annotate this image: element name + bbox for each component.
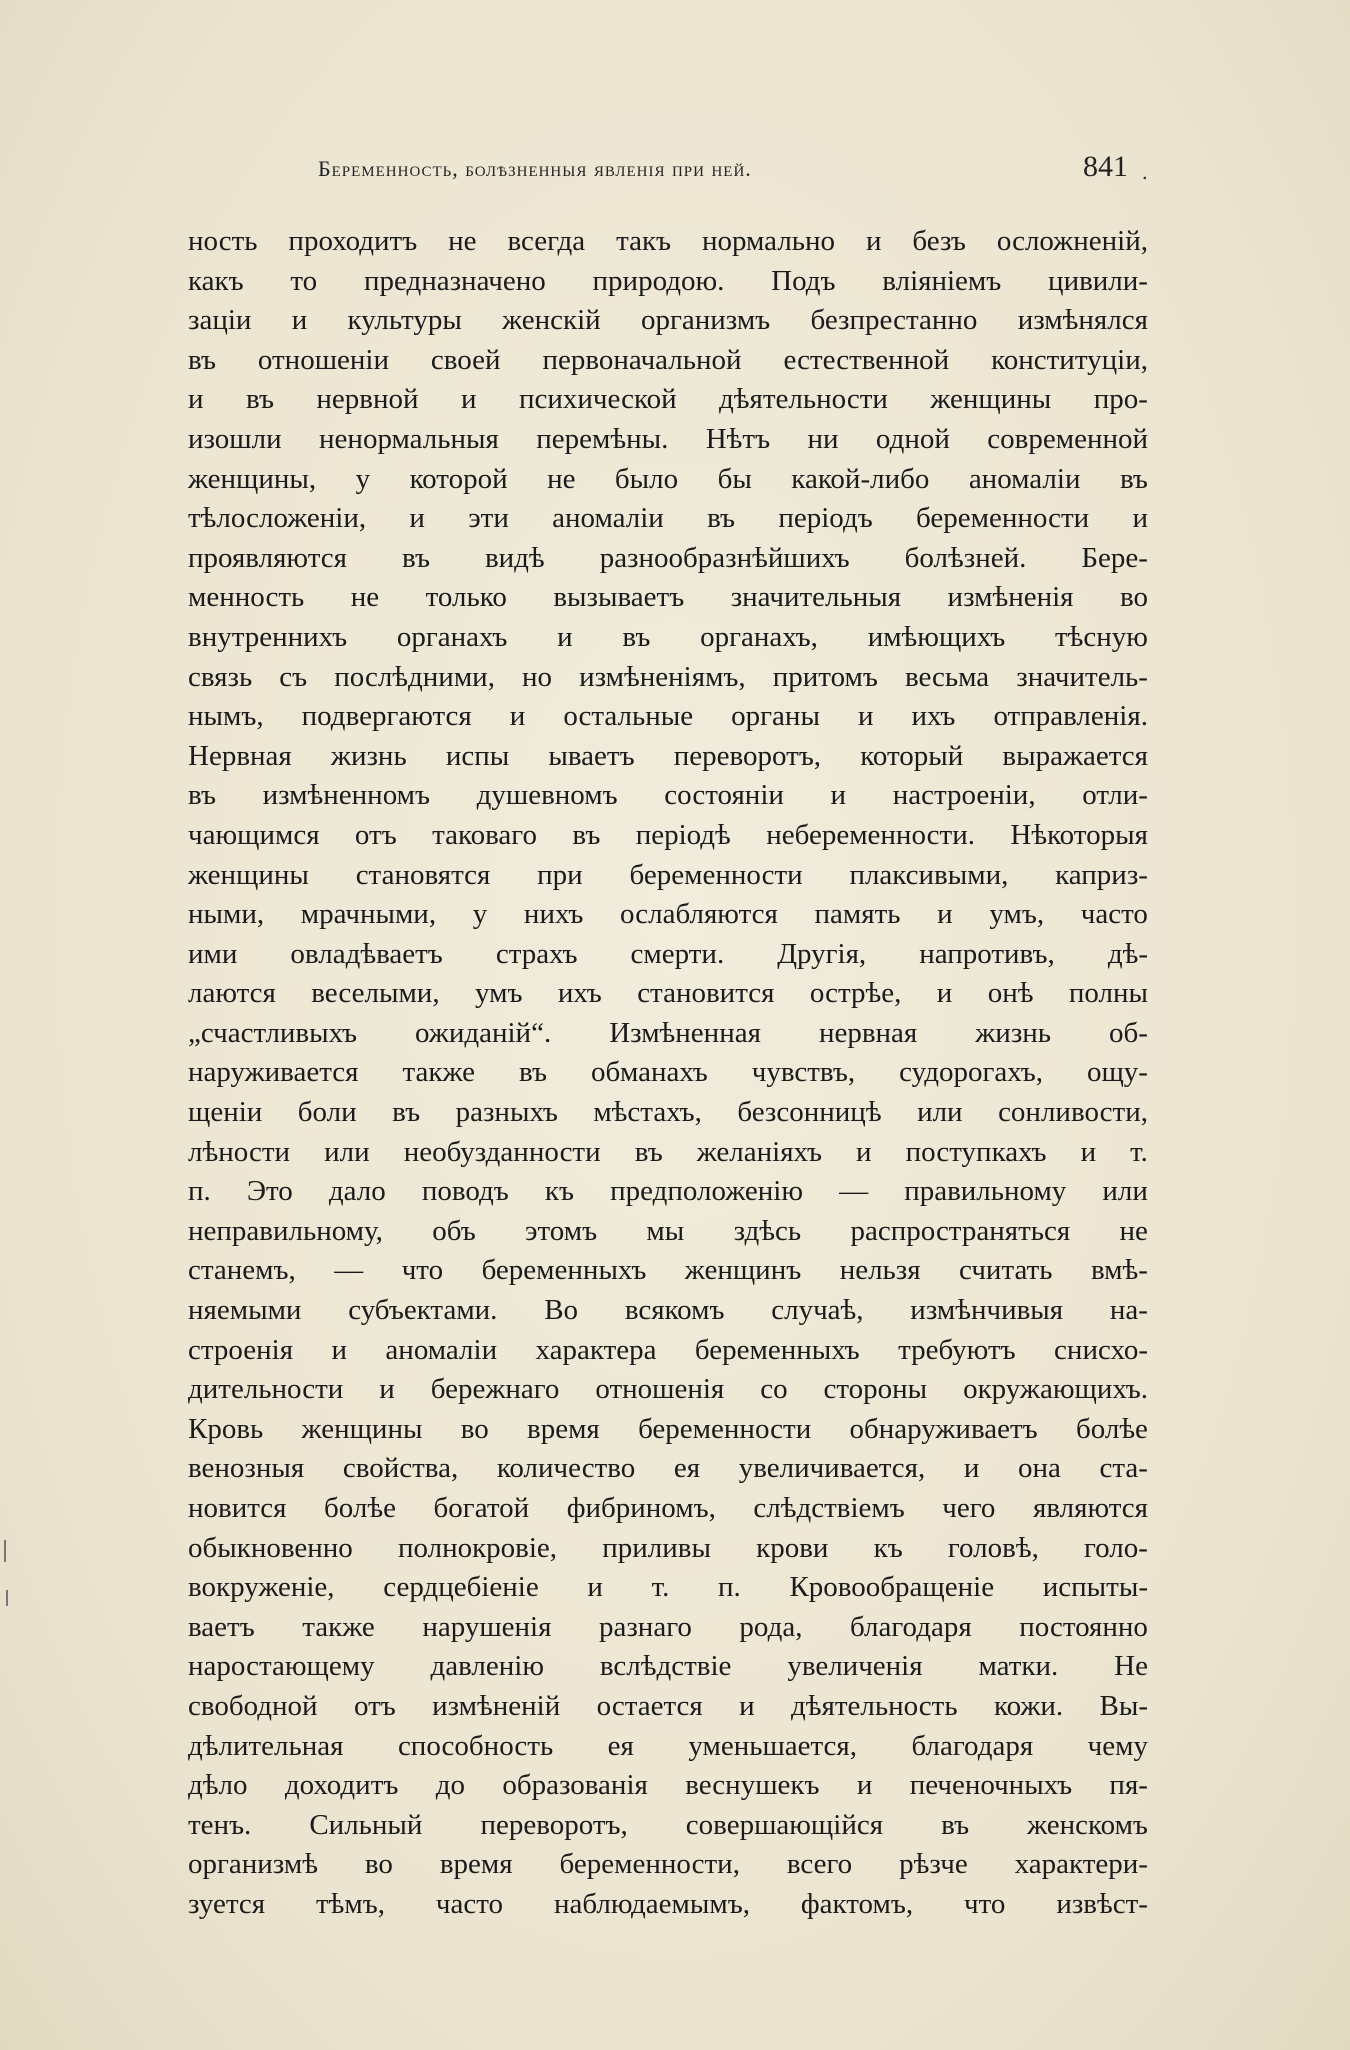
text-line: наруживается также въ обманахъ чувствъ, судорогахъ, ощу- (188, 1056, 1148, 1089)
text-line: въ измѣненномъ душевномъ состояніи и настроеніи, отли- (188, 779, 1148, 812)
text-line: ными, мрачными, у нихъ ослабляются память и умъ, часто (188, 898, 1148, 931)
text-line: внутреннихъ органахъ и въ органахъ, имѣющихъ тѣсную (188, 620, 1148, 653)
text-line: проявляются въ видѣ разнообразнѣйшихъ болѣзней. Бере- (188, 541, 1148, 574)
text-line: связь съ послѣдними, но измѣненіямъ, притомъ весьма значитель- (188, 660, 1148, 693)
text-line: лаются веселыми, умъ ихъ становится острѣе, и онѣ полны (188, 977, 1148, 1010)
text-line: изошли ненормальныя перемѣны. Нѣтъ ни одной современной (188, 422, 1148, 455)
text-line: ность проходитъ не всегда такъ нормально и безъ осложненій, (188, 225, 1148, 257)
text-line: дѣлительная способность ея уменьшается, благодаря чему (188, 1729, 1148, 1762)
text-line: въ отношеніи своей первоначальной естественной конституціи, (188, 343, 1148, 376)
page-dot: . (1141, 160, 1148, 184)
text-line: женщины, у которой не было бы какой-либо аномаліи въ (188, 462, 1148, 495)
text-line: зуется тѣмъ, часто наблюдаемымъ, фактомъ, что извѣст- (188, 1887, 1148, 1920)
text-line: организмѣ во время беременности, всего рѣзче характери- (188, 1848, 1148, 1881)
page-number: 841 (1083, 150, 1128, 183)
text-line: ваетъ также нарушенія разнаго рода, благодаря постоянно (188, 1610, 1148, 1643)
text-line: какъ то предназначено природою. Подъ вліяніемъ цивили- (188, 264, 1148, 297)
text-line: заціи и культуры женскій организмъ безпрестанно измѣнялся (188, 304, 1148, 337)
text-line: тенъ. Сильный переворотъ, совершающійся въ женскомъ (188, 1808, 1148, 1841)
text-line: новится болѣе богатой фибриномъ, слѣдствіемъ чего являются (188, 1492, 1148, 1524)
text-line: дѣло доходитъ до образованія веснушекъ и печеночныхъ пя- (188, 1769, 1148, 1802)
text-line: обыкновенно полнокровіе, приливы крови къ головѣ, голо- (188, 1531, 1148, 1564)
body-text (188, 222, 1148, 1925)
text-line: вокруженіе, сердцебіеніе и т. п. Кровообращеніе испыты- (188, 1571, 1148, 1604)
text-line: строенія и аномаліи характера беременныхъ требуютъ снисхо- (188, 1333, 1148, 1366)
text-line: менность не только вызываетъ значительныя измѣненія во (188, 581, 1148, 614)
text-line: ими овладѣваетъ страхъ смерти. Другія, напротивъ, дѣ- (188, 937, 1148, 970)
text-line: наростающему давленію вслѣдствіе увеличенія матки. Не (188, 1650, 1148, 1683)
text-line: „счастливыхъ ожиданій“. Измѣненная нервная жизнь об- (188, 1016, 1148, 1049)
text-line: лѣности или необузданности въ желаніяхъ и поступкахъ и т. (188, 1135, 1148, 1168)
margin-mark (4, 1540, 6, 1562)
text-line: няемыми субъектами. Во всякомъ случаѣ, измѣнчивыя на- (188, 1294, 1148, 1327)
text-line: щеніи боли въ разныхъ мѣстахъ, безсонницѣ или сонливости, (188, 1096, 1148, 1129)
running-head (188, 150, 1148, 190)
text-line: нымъ, подвергаются и остальные органы и ихъ отправленія. (188, 700, 1148, 733)
text-line: Кровь женщины во время беременности обнаруживаетъ болѣе (188, 1412, 1148, 1445)
text-line: станемъ, — что беременныхъ женщинъ нельзя считать вмѣ- (188, 1254, 1148, 1287)
text-line: Нервная жизнь испы ываетъ переворотъ, который выражается (188, 739, 1148, 772)
text-line: венозныя свойства, количество ея увеличивается, и она ста- (188, 1452, 1148, 1485)
text-line: и въ нервной и психической дѣятельности женщины про- (188, 383, 1148, 416)
text-line: чающимся отъ таковаго въ періодѣ небеременности. Нѣкоторыя (188, 818, 1148, 851)
text-line: дительности и бережнаго отношенія со стороны окружающихъ. (188, 1373, 1148, 1406)
text-line: свободной отъ измѣненій остается и дѣятельность кожи. Вы- (188, 1689, 1148, 1722)
text-line: неправильному, объ этомъ мы здѣсь распространяться не (188, 1214, 1148, 1247)
running-title: Беременность, болѣзненныя явленія при ней. (318, 156, 752, 181)
text-line: п. Это дало поводъ къ предположенію — правильному или (188, 1175, 1148, 1208)
text-line: женщины становятся при беременности плаксивыми, каприз- (188, 858, 1148, 891)
text-line: тѣлосложеніи, и эти аномаліи въ періодъ беременности и (188, 502, 1148, 535)
margin-mark (6, 1590, 8, 1606)
